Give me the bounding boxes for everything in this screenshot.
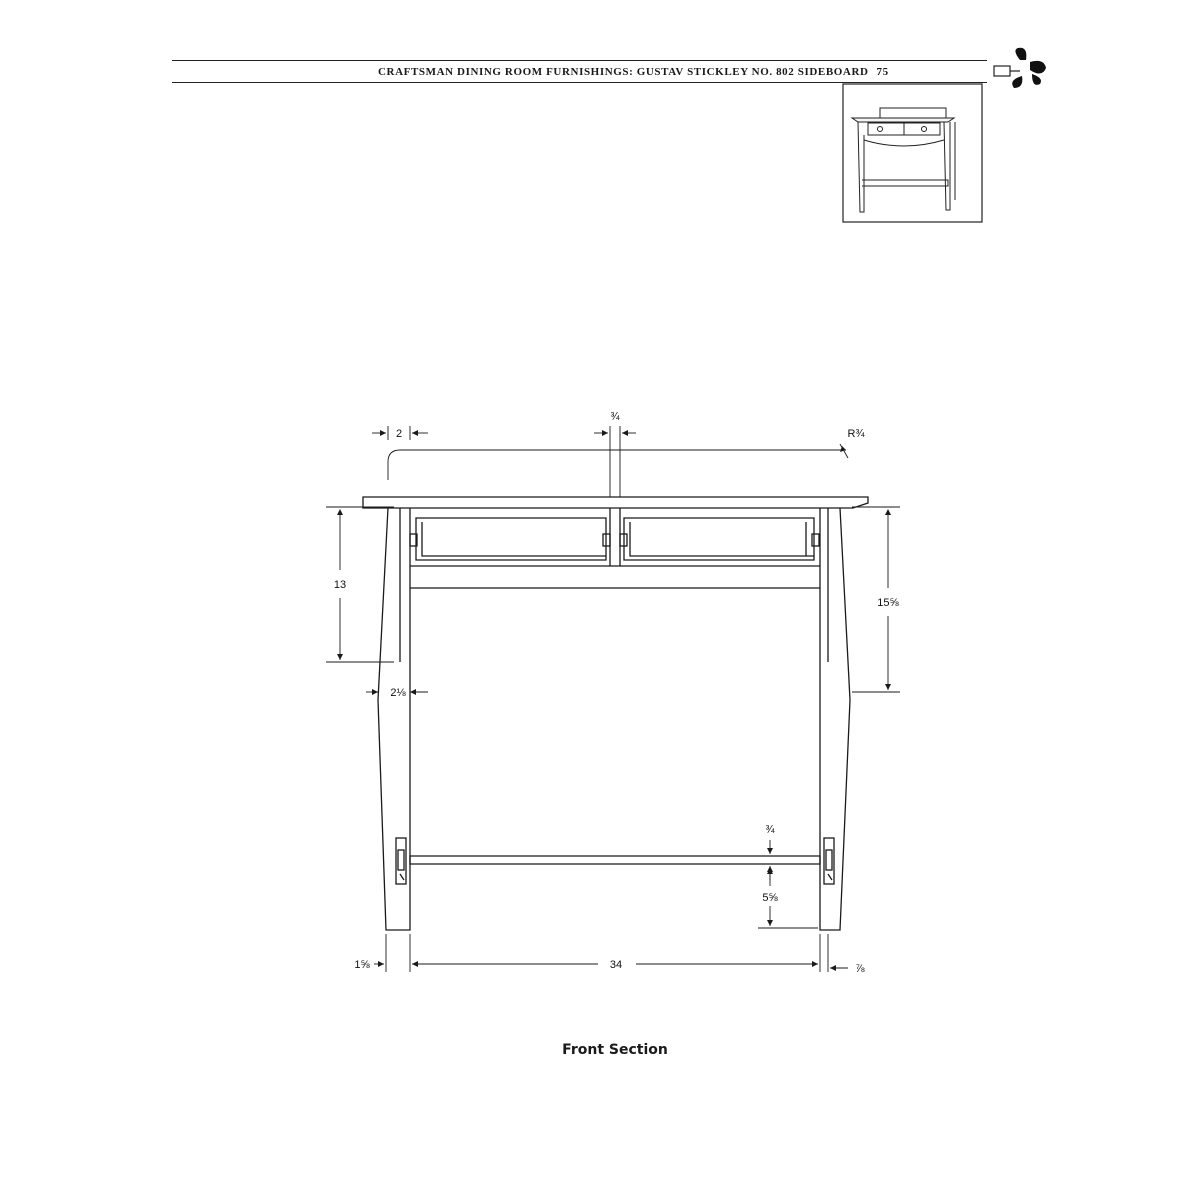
page-number: 75 — [876, 66, 889, 78]
front-section-view — [363, 497, 868, 930]
dim-inner-width: 34 — [609, 959, 623, 971]
dim-leg-taper: 2⅛ — [390, 687, 406, 699]
dimension-labels — [334, 411, 900, 975]
drawer-right — [624, 518, 814, 560]
dimension-arrows — [337, 430, 891, 971]
thumbnail-illustration — [843, 84, 982, 222]
dim-stretcher-thickness: ¾ — [765, 824, 775, 836]
dim-stretcher-height: 5⅝ — [762, 892, 778, 904]
drawer-left — [416, 518, 606, 560]
header-ornament — [994, 48, 1046, 88]
running-title: CRAFTSMAN DINING ROOM FURNISHINGS: GUSTAV STICKLEY NO. 802 SIDEBOARD — [378, 66, 869, 78]
dim-side-height: 15⅝ — [877, 597, 899, 609]
lower-stretcher — [410, 856, 820, 864]
sideboard-top — [363, 497, 868, 508]
dim-leg-top-width: 2 — [395, 428, 403, 440]
drawer-divider — [610, 508, 620, 566]
apron-rail — [410, 566, 820, 588]
left-leg — [378, 508, 410, 930]
dim-divider-width: ¾ — [610, 411, 620, 423]
dim-apron-height: 13 — [333, 579, 347, 591]
dim-corner-radius: R¾ — [847, 428, 865, 440]
figure-caption: Front Section — [562, 1042, 668, 1058]
dim-leg-bottom-right: ⅞ — [855, 963, 865, 975]
dim-leg-bottom-left: 1⅝ — [354, 959, 370, 971]
